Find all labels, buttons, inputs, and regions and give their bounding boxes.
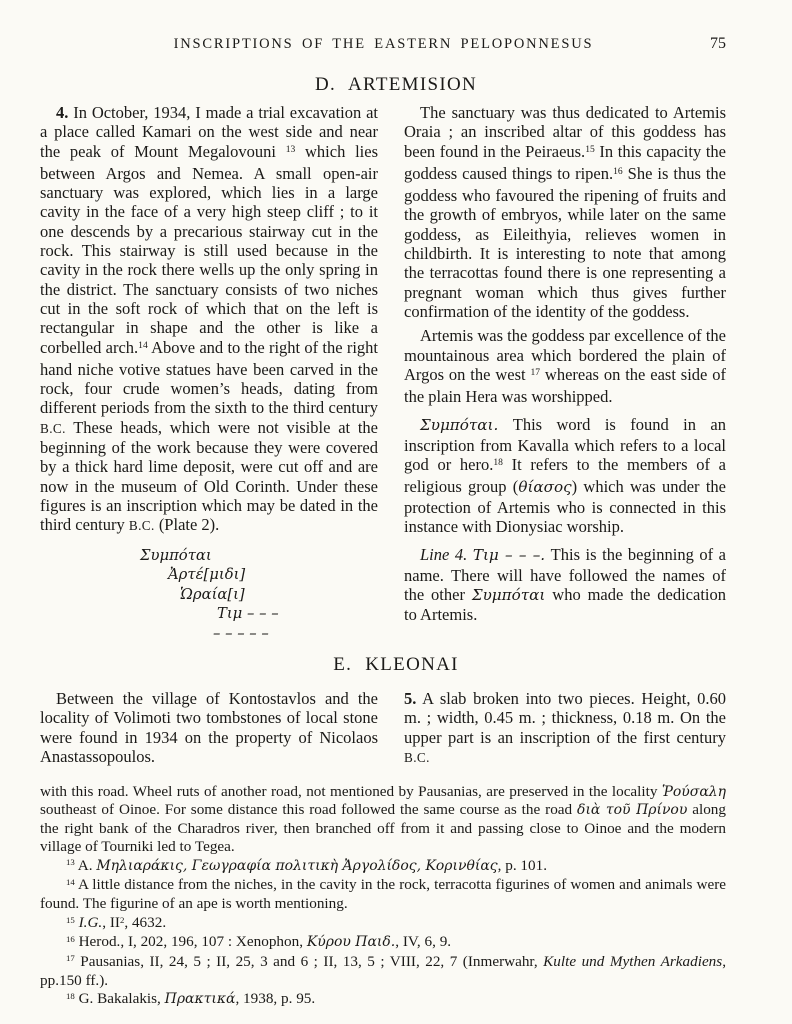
text-segment: 18 <box>493 457 503 469</box>
text-segment: The sanctuary was thus dedicated to Artemis Oraia ; an inscribed altar of this goddess has been found in the Peiraeus. <box>404 103 726 161</box>
text-segment: B.C. <box>404 749 430 765</box>
page-number: 75 <box>710 35 726 52</box>
text-segment: 14 <box>66 876 75 887</box>
text-segment: In October, 1934, I made a trial excavation at a place called Kamari on the west side and near the peak of Mount Megalovouni <box>40 103 378 161</box>
text-segment: Between the village of Kontostavlos and the locality of Volimoti two tombstones of local stone were found in 1934 on the property of Nicolaos Anastassopoulos. <box>40 689 378 766</box>
artemision-left-column <box>40 103 378 643</box>
footnote-block <box>40 783 726 1010</box>
text-segment: It refers to the members of a religious group ( <box>404 455 726 497</box>
text-segment: Πρακτικά <box>164 991 236 1008</box>
kleonai-right-column <box>404 689 726 767</box>
text-segment: 5. <box>404 689 417 708</box>
text-segment: , p. 101. <box>497 856 547 874</box>
text-segment: She is thus the goddess who favoured the ripening of fruits and the growth of embryos, while later on the same goddess, as Eileithyia, relieves women in childbirth. It is interesting to note that among the terracottas found there is one representing a pregnant woman which thus gives further confirmation of the identity of the goddess. <box>404 163 726 321</box>
inscription-line-5: – – – – – <box>213 624 269 642</box>
inscription-line-1: Συμπόται <box>140 546 212 564</box>
text-segment: 16 <box>613 166 623 178</box>
artemision-columns <box>40 103 726 643</box>
text-segment: Κύρου Παιδ. <box>306 934 396 951</box>
inscription-line-4: Τιμ – – – <box>217 605 279 623</box>
text-segment: , 1938, p. 95. <box>235 990 316 1008</box>
section-heading-kleonai: E. KLEONAI <box>333 654 459 675</box>
text-segment: along the right bank of the Charadros river, then branched off from it and passing close to Oinoe and the modern village of Tourniki led to Tegea. <box>40 801 726 856</box>
text-segment: who made the dedication to Artemis. <box>404 584 726 625</box>
text-segment: 2 <box>119 914 125 925</box>
text-segment: B.C. <box>128 518 155 534</box>
paragraph-line-4-commentary <box>404 545 726 624</box>
text-segment: Συμπόται <box>471 585 546 604</box>
artemision-right-column <box>404 103 726 643</box>
footnote-17 <box>40 953 726 991</box>
text-segment: 14 <box>138 339 148 351</box>
text-segment: Pausanias, II, 24, 5 ; II, 25, 3 and 6 ; II, 13, 5 ; VIII, 22, 7 (Inmerwahr, <box>74 952 544 970</box>
text-segment: with this road. Wheel ruts of another road, not mentioned by Pausanias, are preserved in the locality <box>40 783 662 800</box>
text-segment: which lies between Argos and Nemea. A small open-air sanctuary was explored, which lies in a large cavity in the face of a very high steep cliff ; to it one descends by a precarious stairway cut in the rock. This stairway is still used because in the cavity in the rock there wells up the only spring in the district. The sanctuary consists of two niches cut in the soft rock of which that on the left is rectangular in shape and the other is like a corbelled arch. <box>40 141 378 357</box>
text-segment: 13 <box>66 857 75 868</box>
text-segment: These heads, which were not visible at the beginning of the work because they were covered by a thick hard lime deposit, were cut off and are now in the museum of Old Corinth. Under these figures is an inscription which may be dated in the third century <box>40 417 378 535</box>
paragraph-kleonai-intro <box>40 689 378 766</box>
paragraph-sympotai-commentary <box>404 415 726 536</box>
text-segment: θίασος <box>518 478 572 497</box>
text-segment: G. Bakalakis, <box>74 990 165 1008</box>
paragraph-entry-5 <box>404 689 726 767</box>
footnote-continuation-paragraph <box>40 783 726 857</box>
text-segment: whereas on the east side of the plain Hera was worshipped. <box>404 364 727 407</box>
text-segment: southeast of Oinoe. For some distance this road followed the same course as the road <box>40 801 578 819</box>
text-segment: (Plate 2). <box>154 515 220 535</box>
text-segment: Above and to the right of the right hand niche votive statues have been carved in the rock, four crude women’s heads, dating from different periods from the sixth to the third century <box>40 337 378 418</box>
paragraph-sanctuary-dedication <box>404 103 726 321</box>
text-segment: Herod., I, 202, 196, 107 : Xenophon, <box>74 933 307 951</box>
text-segment: Μηλιαράκις, Γεωγραφία πολιτικὴ Ἀργολίδος, Κορινθίας <box>96 857 498 874</box>
text-segment: 18 <box>66 991 75 1002</box>
footnote-14 <box>40 876 726 914</box>
footnote-15 <box>40 914 726 933</box>
inscription-line-3: Ὡραία[ι] <box>180 585 245 603</box>
text-segment: 15 <box>585 144 595 156</box>
footnote-13 <box>40 857 726 876</box>
text-segment: , 4632. <box>124 913 167 931</box>
text-segment: Τιμ – – –. <box>472 546 546 565</box>
greek-inscription-block <box>140 546 378 644</box>
text-segment: 15 <box>66 914 75 925</box>
text-segment: Artemis was the goddess par excellence of the mountainous area which bordered the plain of Argos on the west <box>404 326 726 384</box>
running-head-title: INSCRIPTIONS OF THE EASTERN PELOPONNESUS <box>173 36 594 52</box>
text-segment: 17 <box>66 953 75 964</box>
text-segment: 4. <box>56 103 69 122</box>
text-segment: , pp.150 ff.). <box>40 952 726 990</box>
text-segment: , IV, 6, 9. <box>395 933 452 951</box>
paragraph-entry-4 <box>40 103 378 536</box>
paragraph-artemis-goddess <box>404 326 726 406</box>
text-segment: I.G. <box>78 913 103 931</box>
text-segment: , II <box>102 913 120 931</box>
footnote-18 <box>40 990 726 1009</box>
text-segment: ) which was under the protection of Artemis who is connected in this instance with Dionysiac worship. <box>404 477 726 536</box>
text-segment: Line 4. <box>420 545 468 565</box>
text-segment: In this capacity the goddess caused things to ripen. <box>404 141 726 183</box>
text-segment: 17 <box>530 367 541 379</box>
text-segment: This word is found in an inscription from Kavalla which refers to a local god or hero. <box>404 415 726 475</box>
text-segment: Συμπόται. <box>420 416 499 435</box>
text-segment: 13 <box>285 144 296 156</box>
text-segment: B.C. <box>40 420 66 436</box>
kleonai-columns <box>40 689 726 767</box>
kleonai-left-column <box>40 689 378 767</box>
text-segment: Kulte und Mythen Arkadiens <box>543 952 723 970</box>
text-segment: A slab broken into two pieces. Height, 0.60 m. ; width, 0.45 m. ; thickness, 0.18 m. On the upper part is an inscription of the first century <box>404 689 726 747</box>
section-heading-artemision: D. ARTEMISION <box>314 74 478 95</box>
text-segment: A little distance from the niches, in the cavity in the rock, terracotta figurines of women and animals were found. The figurine of an ape is worth mentioning. <box>40 876 726 913</box>
text-segment: A. <box>74 856 97 874</box>
text-segment: διὰ τοῦ Πρίνου <box>577 802 688 819</box>
text-segment: Ῥούσαλη <box>661 784 726 800</box>
text-segment: This is the beginning of a name. There will have followed the names of the other <box>404 545 726 604</box>
footnote-16 <box>40 933 726 952</box>
text-segment: 16 <box>66 934 75 945</box>
inscription-line-2: Ἀρτέ[μιδι] <box>168 566 246 584</box>
